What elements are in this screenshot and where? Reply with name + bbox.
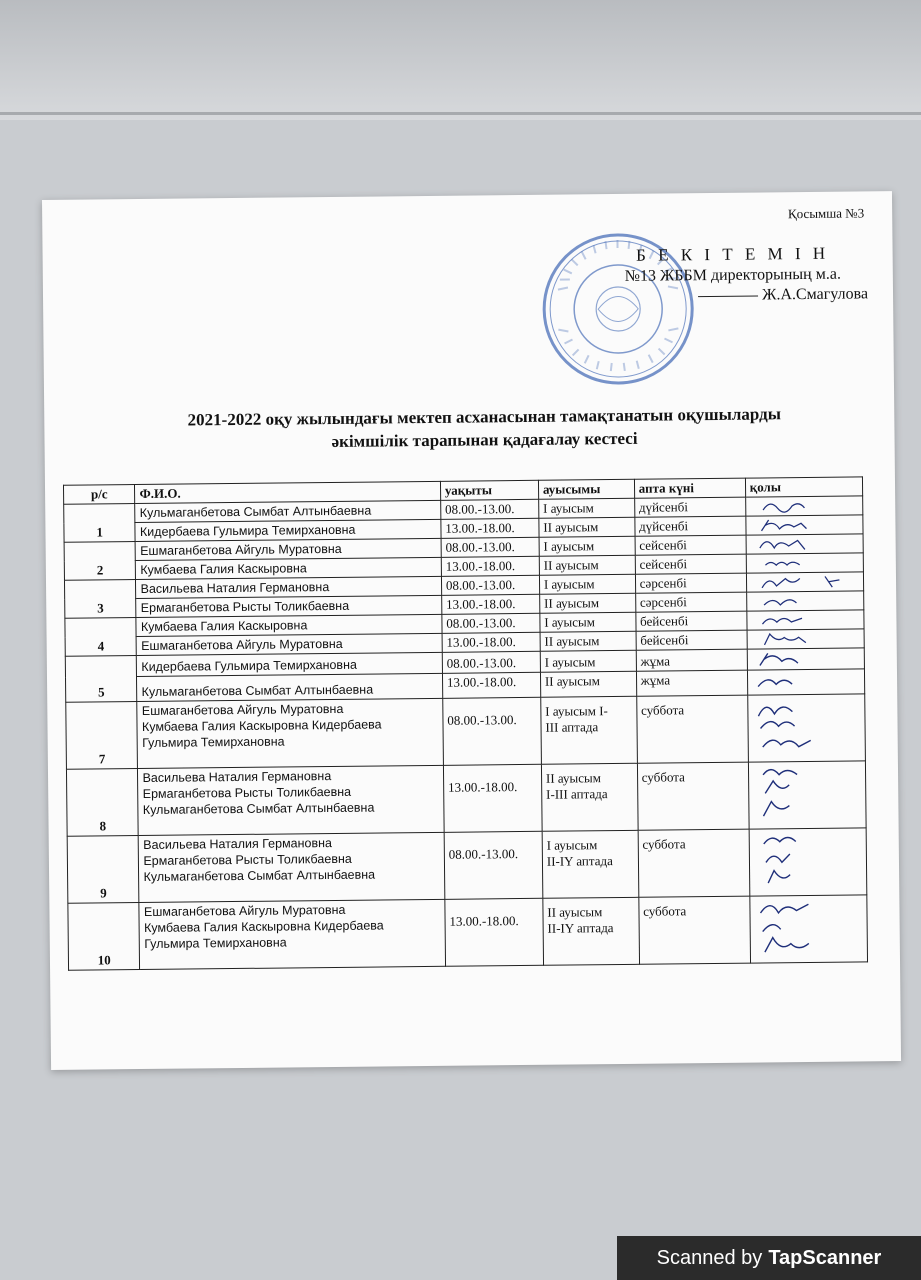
day-cell: суббота (637, 762, 749, 830)
shift-cell: I ауысым (539, 536, 635, 556)
person-name: Ешмаганбетова Айгуль Муратовна (141, 701, 344, 718)
day-cell: дүйсенбі (635, 516, 746, 536)
handwritten-signature (747, 610, 867, 629)
person-name: Кумбаева Галия Каскыровна Кидербаева (144, 918, 384, 935)
handwritten-signature (750, 895, 871, 962)
time-cell: 13.00.-18.00. (441, 556, 539, 576)
shift-cell: II ауысым (539, 555, 635, 575)
time-cell: 13.00.-18.00. (445, 898, 544, 966)
header-day: апта күні (634, 478, 745, 498)
signature-cell (746, 572, 864, 592)
person-name: Васильева Наталия Германовна (143, 835, 333, 852)
shift-cell: II ауысым (540, 631, 636, 651)
time-cell: 08.00.-13.00. (443, 697, 542, 765)
table-row (66, 694, 866, 769)
signature-cell (745, 515, 863, 535)
signature-cell (747, 669, 865, 695)
shift-cell (541, 696, 638, 764)
row-number: 1 (64, 504, 136, 543)
person-names (138, 765, 444, 835)
day-cell: суббота (639, 896, 751, 964)
week-line: III аптада (545, 719, 599, 735)
shift-cell: II ауысым (539, 517, 635, 537)
shift-cell (541, 763, 638, 831)
table-row (67, 828, 867, 903)
row-number: 9 (67, 836, 139, 904)
handwritten-signature (747, 572, 867, 591)
person-name: Кульмаганбетова Сымбат Алтынбаевна (143, 867, 376, 884)
person-name: Ермаганбетова Рысты Толикбаевна (143, 851, 352, 868)
handwritten-signature (747, 591, 867, 610)
approval-position: №13 ЖББМ директорының м.а. (624, 265, 842, 285)
shift-cell: II ауысым (540, 593, 636, 613)
person-name: Кульмаганбетова Сымбат Алтынбаевна (142, 800, 375, 817)
document-sheet (42, 191, 901, 1070)
scanner-watermark (617, 1236, 921, 1280)
person-name: Ешмаганбетова Айгуль Муратовна (143, 902, 346, 919)
signature-cell (747, 648, 865, 670)
person-name: Васильева Наталия Германовна (142, 769, 332, 785)
person-name: Кульмаганбетова Сымбат Алтынбаевна (137, 673, 443, 701)
signature-cell (749, 828, 867, 896)
signature-cell (746, 591, 864, 611)
handwritten-signature (747, 648, 867, 669)
signature-cell (747, 694, 865, 762)
shift-cell (543, 897, 640, 965)
shift-cell: II ауысым (540, 671, 636, 697)
shift-cell: I ауысым (540, 612, 636, 632)
week-line: II-IY аптада (547, 920, 614, 936)
header-shift: ауысымы (538, 479, 634, 499)
time-cell: 08.00.-13.00. (442, 651, 540, 673)
header-name: Ф.И.О. (135, 481, 441, 503)
signature-cell (746, 553, 864, 573)
day-cell: сейсенбі (635, 554, 746, 574)
day-cell: бейсенбі (636, 611, 747, 631)
person-name: Кумбаева Галия Каскыровна Кидербаева (141, 717, 382, 734)
annex-label: Қосымша №3 (787, 205, 865, 222)
row-number: 10 (68, 903, 140, 971)
handwritten-signature (748, 669, 868, 694)
time-cell: 13.00.-18.00. (442, 672, 540, 698)
day-cell: сәрсенбі (635, 573, 746, 593)
approval-signatory (598, 285, 868, 306)
approval-heading: Б Е К І Т Е М І Н (636, 243, 830, 265)
person-name: Ешмаганбетова Айгуль Муратовна (137, 633, 443, 655)
time-cell: 13.00.-18.00. (442, 594, 540, 614)
header-time: уақыты (440, 480, 538, 500)
time-cell: 08.00.-13.00. (441, 575, 539, 595)
handwritten-signature (748, 694, 869, 761)
person-name: Васильева Наталия Германовна (136, 576, 442, 598)
shift-cell: I ауысым (539, 498, 635, 518)
person-name: Ешмаганбетова Айгуль Муратовна (136, 538, 442, 560)
shift-line: II ауысым (545, 770, 602, 786)
row-number: 4 (65, 618, 137, 657)
handwritten-signature (746, 515, 866, 534)
day-cell: сәрсенбі (635, 592, 746, 612)
shift-line: I ауысым (546, 837, 598, 853)
header-sign: қолы (745, 477, 863, 497)
shift-line: II ауысым (547, 904, 603, 920)
window-frame-edge (0, 112, 921, 115)
title-line-1: 2021-2022 оқу жылындағы мектеп асханасынан тамақтанатын оқушыларды (187, 404, 782, 430)
row-number: 5 (65, 656, 137, 703)
time-cell: 13.00.-18.00. (441, 518, 539, 538)
signature-cell (747, 629, 865, 649)
handwritten-signature (746, 534, 866, 553)
row-number: 7 (66, 702, 138, 770)
watermark-brand: TapScanner (768, 1246, 882, 1269)
person-names (139, 832, 445, 902)
time-cell: 08.00.-13.00. (442, 613, 540, 633)
shift-cell: I ауысым (539, 574, 635, 594)
day-cell: жұма (636, 649, 747, 671)
person-name: Гульмира Темирхановна (142, 734, 285, 750)
title-line-2: әкімшілік тарапынан қадағалау кестесі (331, 428, 638, 451)
day-cell: жұма (636, 670, 747, 696)
time-cell: 13.00.-18.00. (443, 764, 542, 832)
week-line: I-III аптада (546, 786, 608, 802)
person-name: Кумбаева Галия Каскыровна (136, 557, 442, 579)
shift-cell: I ауысым (540, 650, 636, 672)
signatory-name: Ж.А.Смагулова (761, 285, 869, 304)
person-names (137, 698, 443, 768)
person-name: Ермаганбетова Рысты Толикбаевна (142, 784, 352, 801)
person-name: Гульмира Темирхановна (144, 935, 287, 951)
handwritten-signature (749, 828, 870, 895)
row-number: 2 (64, 542, 136, 581)
time-cell: 08.00.-13.00. (441, 537, 539, 557)
signature-cell (746, 534, 864, 554)
shift-line: I ауысым I- (545, 703, 608, 719)
day-cell: суббота (636, 695, 748, 763)
handwritten-signature (747, 629, 867, 648)
handwritten-signature (746, 496, 866, 515)
day-cell: дүйсенбі (634, 497, 745, 517)
person-name: Кидербаева Гульмира Темирхановна (137, 652, 443, 676)
handwritten-signature (749, 761, 870, 828)
approval-block (598, 243, 869, 306)
day-cell: бейсенбі (636, 630, 747, 650)
row-number: 3 (64, 580, 136, 619)
day-cell: сейсенбі (635, 535, 746, 555)
person-name: Кумбаева Галия Каскыровна (136, 614, 442, 636)
person-name: Кульмаганбетова Сымбат Алтынбаевна (135, 500, 441, 522)
handwritten-signature (746, 553, 866, 572)
time-cell: 08.00.-13.00. (444, 831, 543, 899)
supervision-schedule-table (63, 476, 868, 970)
shift-cell (542, 830, 639, 898)
day-cell: суббота (638, 829, 750, 897)
time-cell: 13.00.-18.00. (442, 632, 540, 652)
table-row (68, 895, 868, 970)
table-row (66, 761, 866, 836)
person-names (139, 899, 445, 969)
person-name: Ермаганбетова Рысты Толикбаевна (136, 595, 442, 617)
watermark-prefix: Scanned by (656, 1246, 763, 1269)
signature-cell (746, 610, 864, 630)
signature-cell (749, 895, 867, 963)
wall-background (0, 0, 921, 120)
time-cell: 08.00.-13.00. (441, 499, 539, 519)
header-num: р/с (63, 485, 135, 505)
row-number: 8 (66, 769, 138, 837)
week-line: II-IY аптада (546, 853, 613, 869)
signature-cell (745, 496, 863, 516)
person-name: Кидербаева Гульмира Темирхановна (135, 519, 441, 541)
document-title (124, 402, 844, 456)
signature-cell (748, 761, 866, 829)
